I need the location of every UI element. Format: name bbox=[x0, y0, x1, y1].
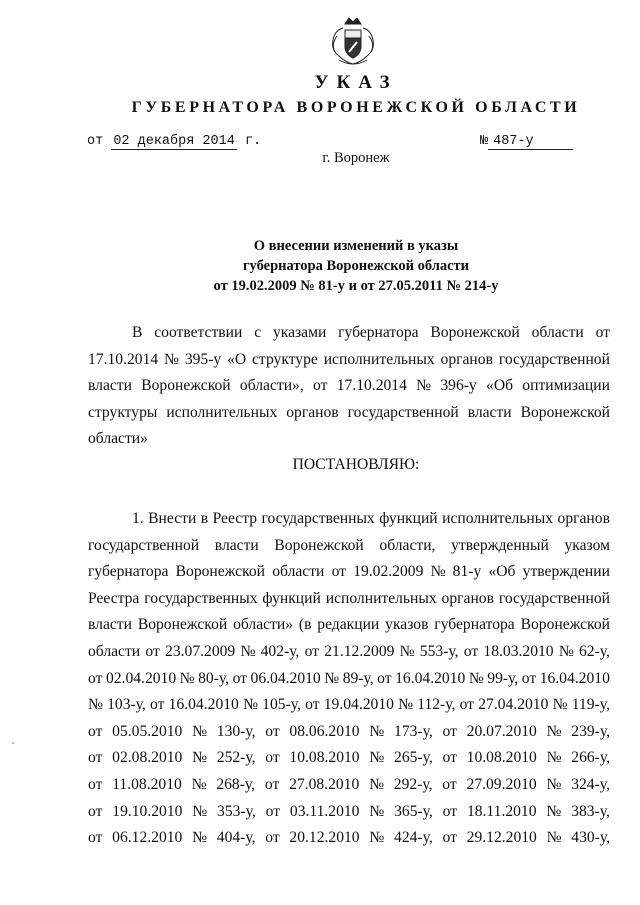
date-suffix: г. bbox=[244, 134, 262, 149]
number-line bbox=[480, 134, 573, 150]
subject-line: от 19.02.2009 № 81-у и от 27.05.2011 № 214-у bbox=[213, 278, 499, 294]
item-line: от 05.05.2010 № 130-у, от 08.06.2010 № 173-у, от 20.07.2010 № 239-у, bbox=[88, 722, 610, 740]
preamble-line: власти Воронежской области», от 17.10.2014 № 396-у «Об оптимизации bbox=[88, 377, 610, 395]
item-line: от 06.12.2010 № 404-у, от 20.12.2010 № 424-у, от 29.12.2010 № 430-у, bbox=[88, 829, 610, 847]
preamble-line: области» bbox=[88, 430, 148, 448]
number-value: 487-у bbox=[488, 134, 573, 150]
item-line: № 103-у, от 16.04.2010 № 105-у, от 19.04.2010 № 112-у, от 27.04.2010 № 119-у, bbox=[88, 696, 610, 714]
item-line: области от 23.07.2009 № 402-у, от 21.12.2009 № 553-у, от 18.03.2010 № 62-у, bbox=[88, 642, 610, 660]
preamble-line: структуры исполнительных органов государственной власти Воронежской bbox=[88, 403, 610, 421]
preamble-line: 17.10.2014 № 395-у «О структуре исполнительных органов государственной bbox=[88, 350, 610, 368]
preamble bbox=[88, 320, 610, 453]
item-line: государственной власти Воронежской области, утвержденный указом bbox=[88, 536, 610, 554]
item-line: губернатора Воронежской области от 19.02.2009 № 81-у «Об утверждении bbox=[88, 563, 610, 581]
subject-heading bbox=[0, 236, 640, 296]
number-prefix: № bbox=[480, 134, 489, 149]
subject-line: губернатора Воронежской области bbox=[242, 258, 470, 274]
date-line bbox=[87, 134, 261, 150]
item-line: Реестра государственных функций исполнительных органов государственной bbox=[88, 589, 610, 607]
date-value: 02 декабря 2014 bbox=[113, 134, 235, 149]
item-line: власти Воронежской области» (в редакции указов губернатора Воронежской bbox=[88, 616, 610, 634]
preamble-line: В соответствии с указами губернатора Воронежской области от bbox=[132, 324, 610, 341]
date-prefix: от bbox=[87, 134, 104, 149]
document-title: УКАЗ bbox=[314, 72, 398, 93]
item-line: от 02.04.2010 № 80-у, от 06.04.2010 № 89-у, от 16.04.2010 № 99-у, от 16.04.2010 bbox=[88, 669, 610, 687]
coat-of-arms-icon bbox=[325, 14, 381, 70]
item-line: 1. Внести в Реестр государственных функций исполнительных органов bbox=[132, 510, 610, 527]
item-line: от 19.10.2010 № 353-у, от 03.11.2010 № 365-у, от 18.11.2010 № 383-у, bbox=[88, 802, 610, 820]
scan-speck bbox=[12, 742, 14, 744]
item-1 bbox=[88, 506, 610, 852]
item-line: от 11.08.2010 № 268-у, от 27.08.2010 № 292-у, от 27.09.2010 № 324-у, bbox=[88, 775, 610, 793]
decree-word: ПОСТАНОВЛЯЮ: bbox=[292, 456, 420, 473]
item-line: от 02.08.2010 № 252-у, от 10.08.2010 № 265-у, от 10.08.2010 № 266-у, bbox=[88, 749, 610, 767]
city: г. Воронеж bbox=[322, 150, 390, 166]
document-subtitle: ГУБЕРНАТОРА ВОРОНЕЖСКОЙ ОБЛАСТИ bbox=[131, 99, 581, 116]
subject-line: О внесении изменений в указы bbox=[253, 238, 459, 254]
